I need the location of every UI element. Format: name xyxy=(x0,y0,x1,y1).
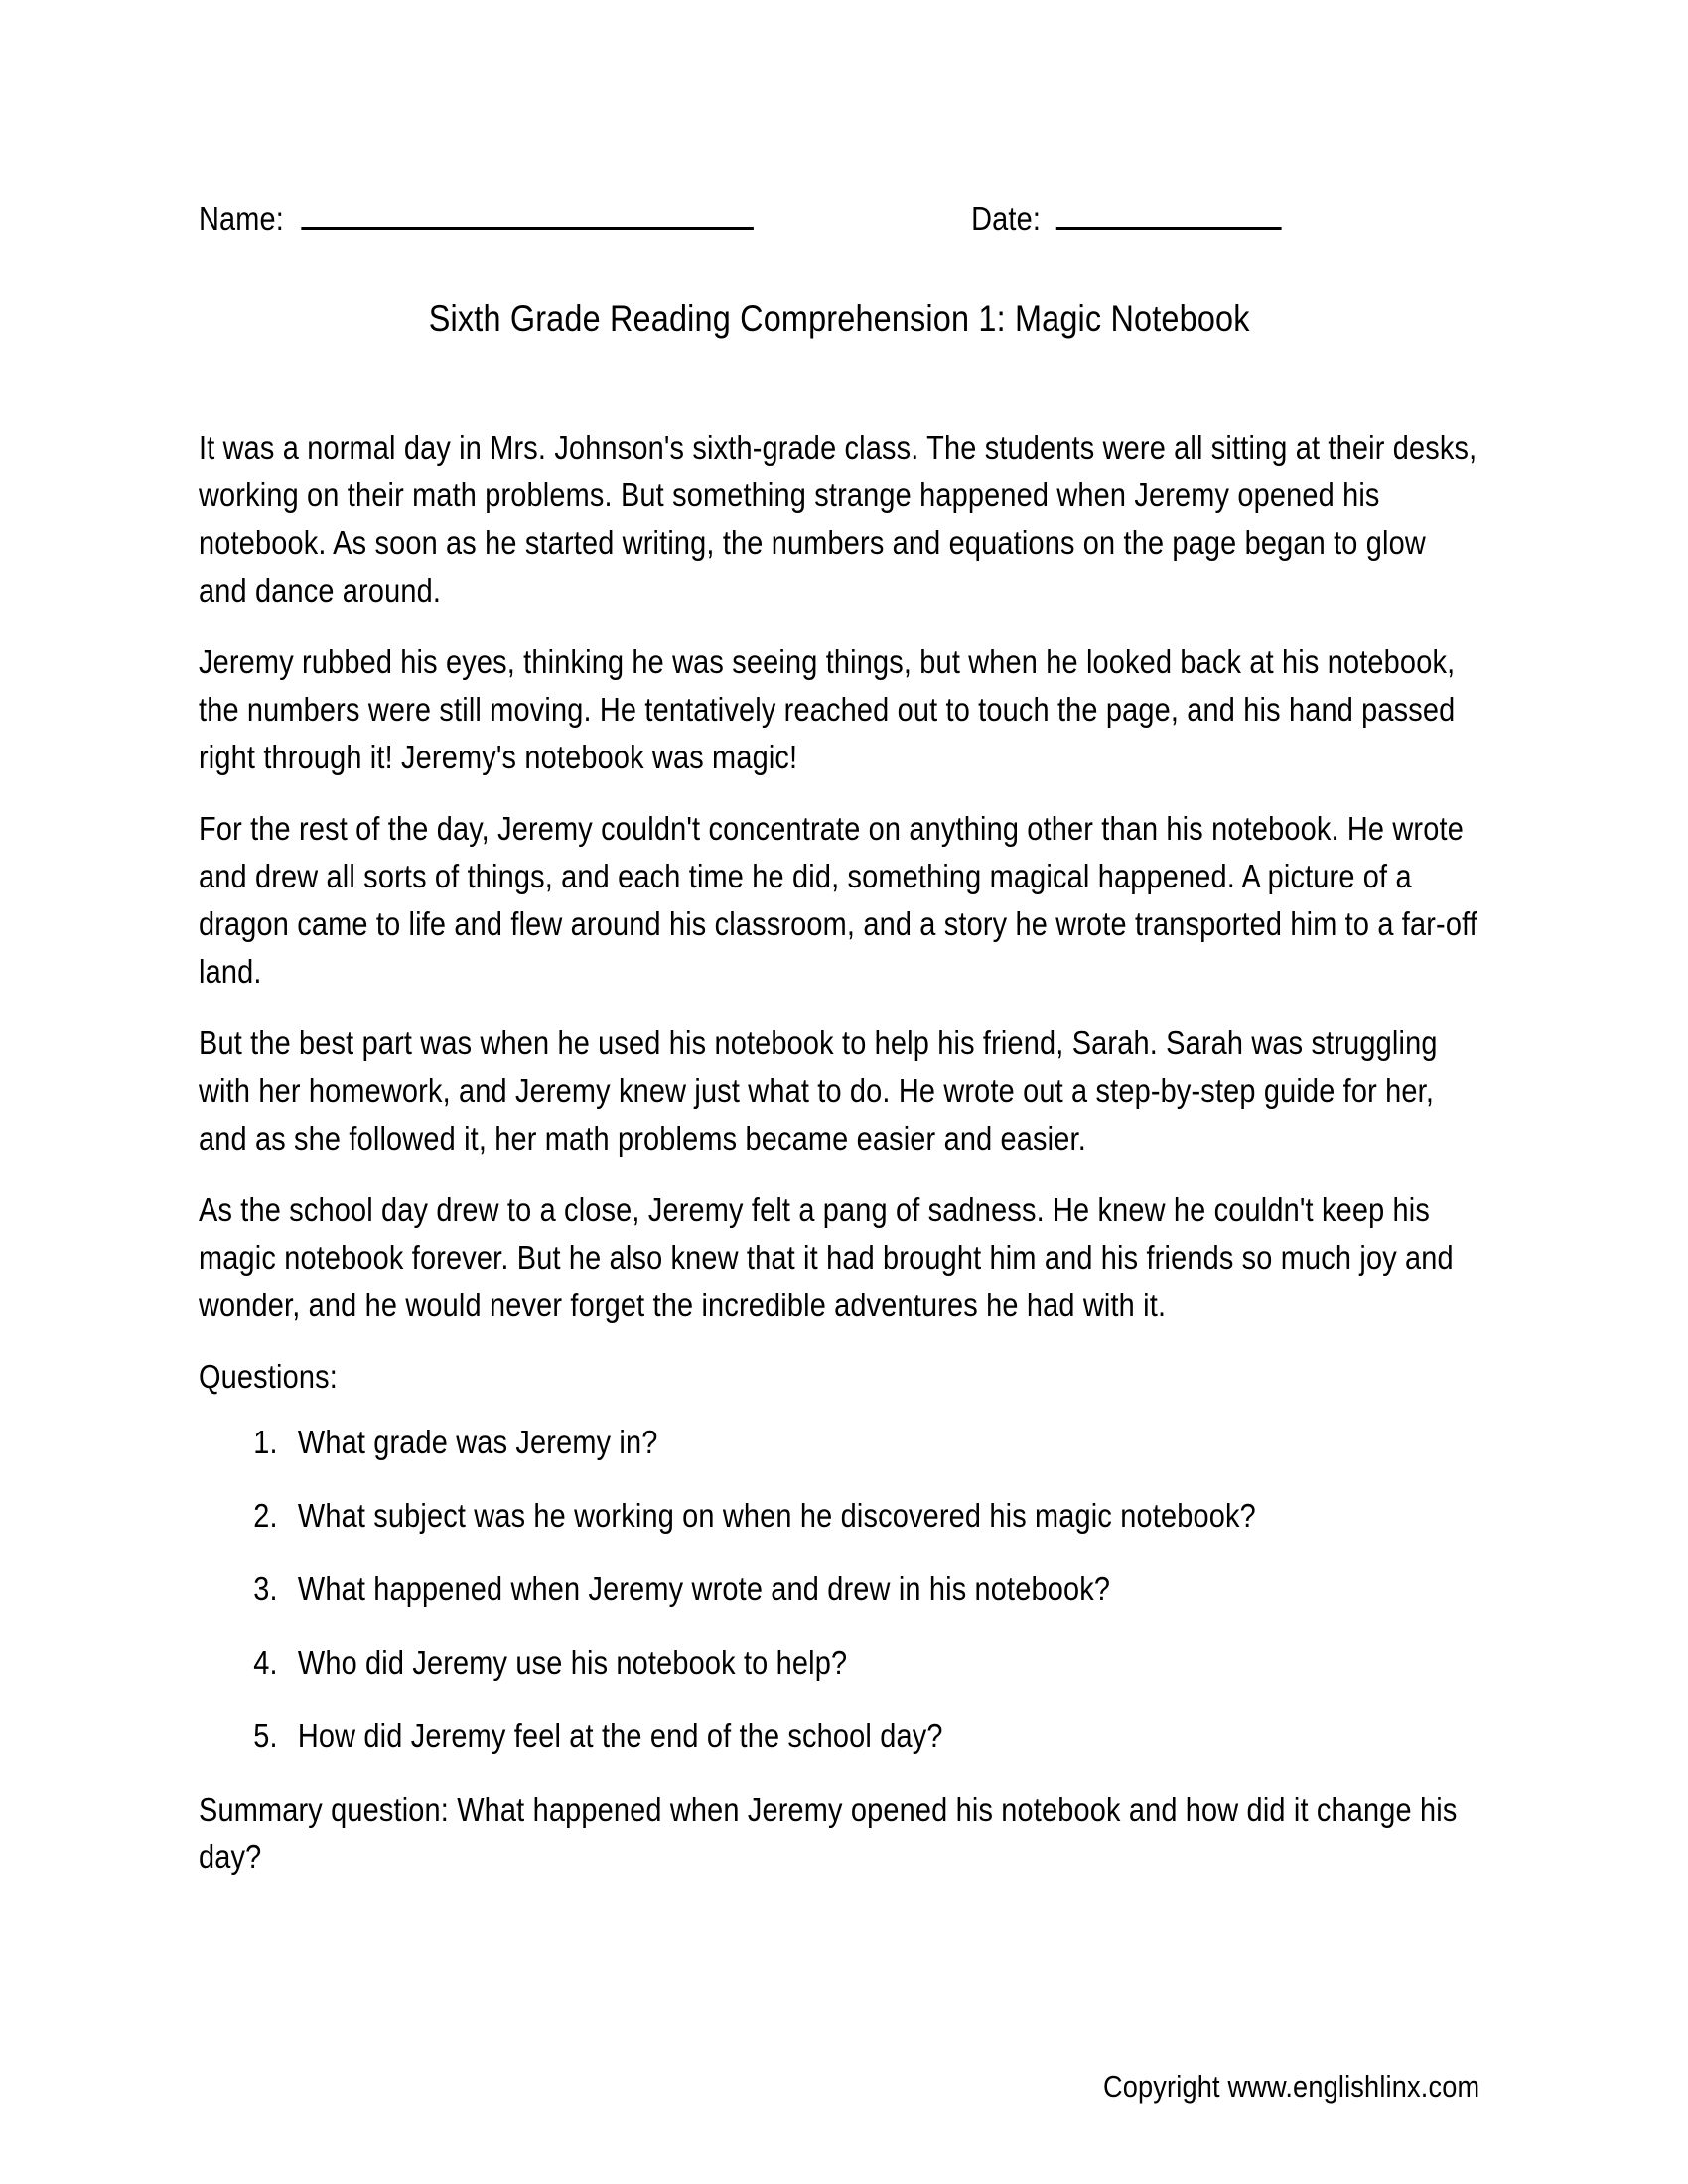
question-number: 4. xyxy=(253,1644,278,1681)
question-text: What grade was Jeremy in? xyxy=(297,1424,658,1460)
question-item-2 xyxy=(199,1492,1479,1540)
story-paragraph-1: It was a normal day in Mrs. Johnson's sixth-grade class. The students were all sitting at their desks, working on their math problems. But something strange happened when Jeremy opened his notebook. As soon as he started writing, the numbers and equations on the page began to glow and dance around. xyxy=(199,429,1477,609)
story-paragraph-5: As the school day drew to a close, Jeremy felt a pang of sadness. He knew he couldn't keep his magic notebook forever. But he also knew that it had brought him and his friends so much joy and wonder, and he would never forget the incredible adventures he had with it. xyxy=(199,1191,1454,1323)
summary-question: Summary question: What happened when Jeremy opened his notebook and how did it change his day? xyxy=(199,1791,1458,1875)
question-item-5 xyxy=(199,1712,1479,1760)
question-text: How did Jeremy feel at the end of the school day? xyxy=(297,1717,943,1754)
question-text: Who did Jeremy use his notebook to help? xyxy=(297,1644,848,1681)
date-label: Date: xyxy=(971,201,1042,237)
worksheet-content xyxy=(199,184,1480,2104)
name-fill-line xyxy=(302,184,755,230)
question-item-4 xyxy=(199,1639,1479,1687)
question-item-3 xyxy=(199,1566,1479,1613)
story-paragraph-2: Jeremy rubbed his eyes, thinking he was seeing things, but when he looked back at his notebook, the numbers were still moving. He tentatively reached out to touch the page, and his hand passed right through it! Jeremy's notebook was magic! xyxy=(199,643,1456,775)
page-title: Sixth Grade Reading Comprehension 1: Magic Notebook xyxy=(428,298,1250,339)
questions-heading: Questions: xyxy=(199,1358,338,1395)
question-number: 2. xyxy=(253,1497,278,1534)
name-label: Name: xyxy=(199,201,285,237)
question-number: 3. xyxy=(253,1570,278,1607)
name-date-row xyxy=(199,184,1479,243)
question-item-1 xyxy=(199,1419,1479,1466)
date-fill-line xyxy=(1056,184,1282,230)
story-paragraph-4: But the best part was when he used his notebook to help his friend, Sarah. Sarah was struggling with her homework, and Jeremy knew just what to do. He wrote out a step-by-step guide for her, and as she followed it, her math problems became easier and easier. xyxy=(199,1024,1438,1157)
story-paragraph-3: For the rest of the day, Jeremy couldn't concentrate on anything other than his notebook. He wrote and drew all sorts of things, and each time he did, something magical happened. A picture of a dragon came to life and flew around his classroom, and a story he wrote transported him to a far-off land. xyxy=(199,810,1477,990)
question-number: 1. xyxy=(253,1424,278,1460)
question-number: 5. xyxy=(253,1717,278,1754)
question-text: What subject was he working on when he discovered his magic notebook? xyxy=(297,1497,1256,1534)
question-list xyxy=(199,1419,1479,1760)
copyright-text: Copyright www.englishlinx.com xyxy=(1102,2069,1480,2104)
question-text: What happened when Jeremy wrote and drew in his notebook? xyxy=(297,1570,1111,1607)
